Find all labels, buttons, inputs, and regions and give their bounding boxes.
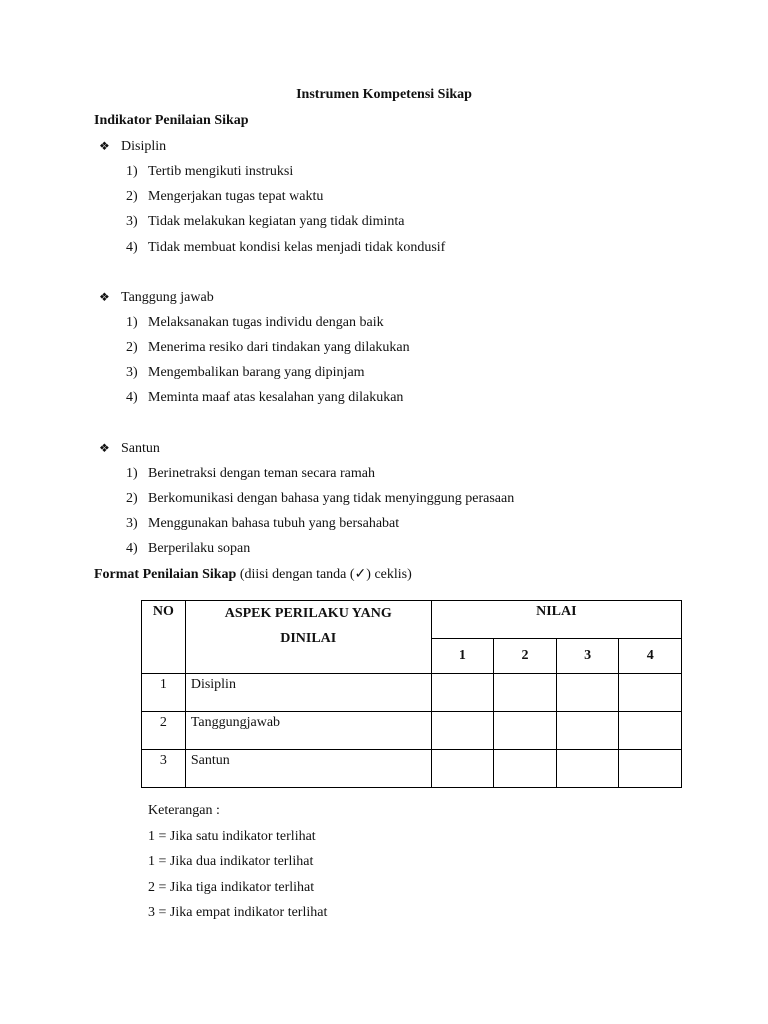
item-text: Berinetraksi dengan teman secara ramah [148,466,376,481]
item-text: Berkomunikasi dengan bahasa yang tidak menyinggung perasaan [148,491,515,506]
item-number: 4) [126,240,138,255]
row-no: 2 [142,712,186,750]
item-number: 4) [126,541,138,556]
item-number: 2) [126,189,138,204]
score-cell [619,674,682,712]
format-heading-label: Format Penilaian Sikap [94,567,237,582]
list-item [126,466,375,482]
header-nilai: NILAI [431,601,681,639]
list-item [126,516,399,532]
list-item [126,214,404,230]
list-item [126,240,445,256]
header-score-2: 2 [494,639,557,674]
score-cell [431,712,494,750]
table-row [142,674,682,712]
score-cell [619,750,682,788]
item-text: Menggunakan bahasa tubuh yang bersahabat [148,516,400,531]
group-label: Santun [121,441,160,456]
item-text: Melaksanakan tugas individu dengan baik [148,315,384,330]
list-item [126,491,514,507]
diamond-bullet-icon: ❖ [99,139,110,153]
score-cell [431,674,494,712]
row-no: 3 [142,750,186,788]
list-item [126,390,403,406]
item-number: 1) [126,164,138,179]
indikator-heading: Indikator Penilaian Sikap [94,113,249,128]
header-aspek-line2: DINILAI [280,631,337,646]
item-number: 1) [126,315,138,330]
item-number: 3) [126,516,138,531]
item-text: Mengerjakan tugas tepat waktu [148,189,324,204]
score-cell [619,712,682,750]
item-number: 3) [126,365,138,380]
list-item [126,541,250,557]
row-no: 1 [142,674,186,712]
list-item [126,189,323,205]
list-item [126,315,384,331]
item-number: 2) [126,340,138,355]
format-note: (diisi dengan tanda (✓) ceklis) [236,567,412,582]
format-heading [94,566,412,583]
item-text: Tidak membuat kondisi kelas menjadi tidak kondusif [148,240,446,255]
score-cell [556,750,619,788]
group-disiplin [99,139,166,155]
row-aspek: Santun [185,750,431,788]
item-number: 4) [126,390,138,405]
item-text: Tidak melakukan kegiatan yang tidak diminta [148,214,405,229]
group-label: Tanggung jawab [121,290,214,305]
keterangan-line: 1 = Jika dua indikator terlihat [148,854,314,869]
item-text: Mengembalikan barang yang dipinjam [148,365,365,380]
header-aspek-line1: ASPEK PERILAKU YANG [224,606,392,621]
row-aspek: Disiplin [185,674,431,712]
page-title: Instrumen Kompetensi Sikap [296,87,472,102]
table-row [142,712,682,750]
score-cell [494,674,557,712]
diamond-bullet-icon: ❖ [99,441,110,455]
item-number: 1) [126,466,138,481]
score-cell [494,712,557,750]
header-aspek [185,601,431,674]
score-cell [556,674,619,712]
assessment-table [141,600,682,788]
item-number: 2) [126,491,138,506]
score-cell [431,750,494,788]
table-row [142,750,682,788]
group-label: Disiplin [121,139,167,154]
item-number: 3) [126,214,138,229]
item-text: Tertib mengikuti instruksi [148,164,294,179]
keterangan-line: 3 = Jika empat indikator terlihat [148,905,328,920]
diamond-bullet-icon: ❖ [99,290,110,304]
item-text: Meminta maaf atas kesalahan yang dilakukan [148,390,404,405]
keterangan-label: Keterangan : [148,803,220,818]
score-cell [494,750,557,788]
row-aspek: Tanggungjawab [185,712,431,750]
keterangan-line: 1 = Jika satu indikator terlihat [148,829,316,844]
list-item [126,164,293,180]
header-no: NO [142,601,186,674]
header-score-4: 4 [619,639,682,674]
group-santun [99,441,160,457]
item-text: Menerima resiko dari tindakan yang dilakukan [148,340,410,355]
list-item [126,340,410,356]
score-cell [556,712,619,750]
list-item [126,365,365,381]
header-score-3: 3 [556,639,619,674]
header-score-1: 1 [431,639,494,674]
group-tanggung-jawab [99,290,214,306]
keterangan-line: 2 = Jika tiga indikator terlihat [148,880,315,895]
item-text: Berperilaku sopan [148,541,251,556]
